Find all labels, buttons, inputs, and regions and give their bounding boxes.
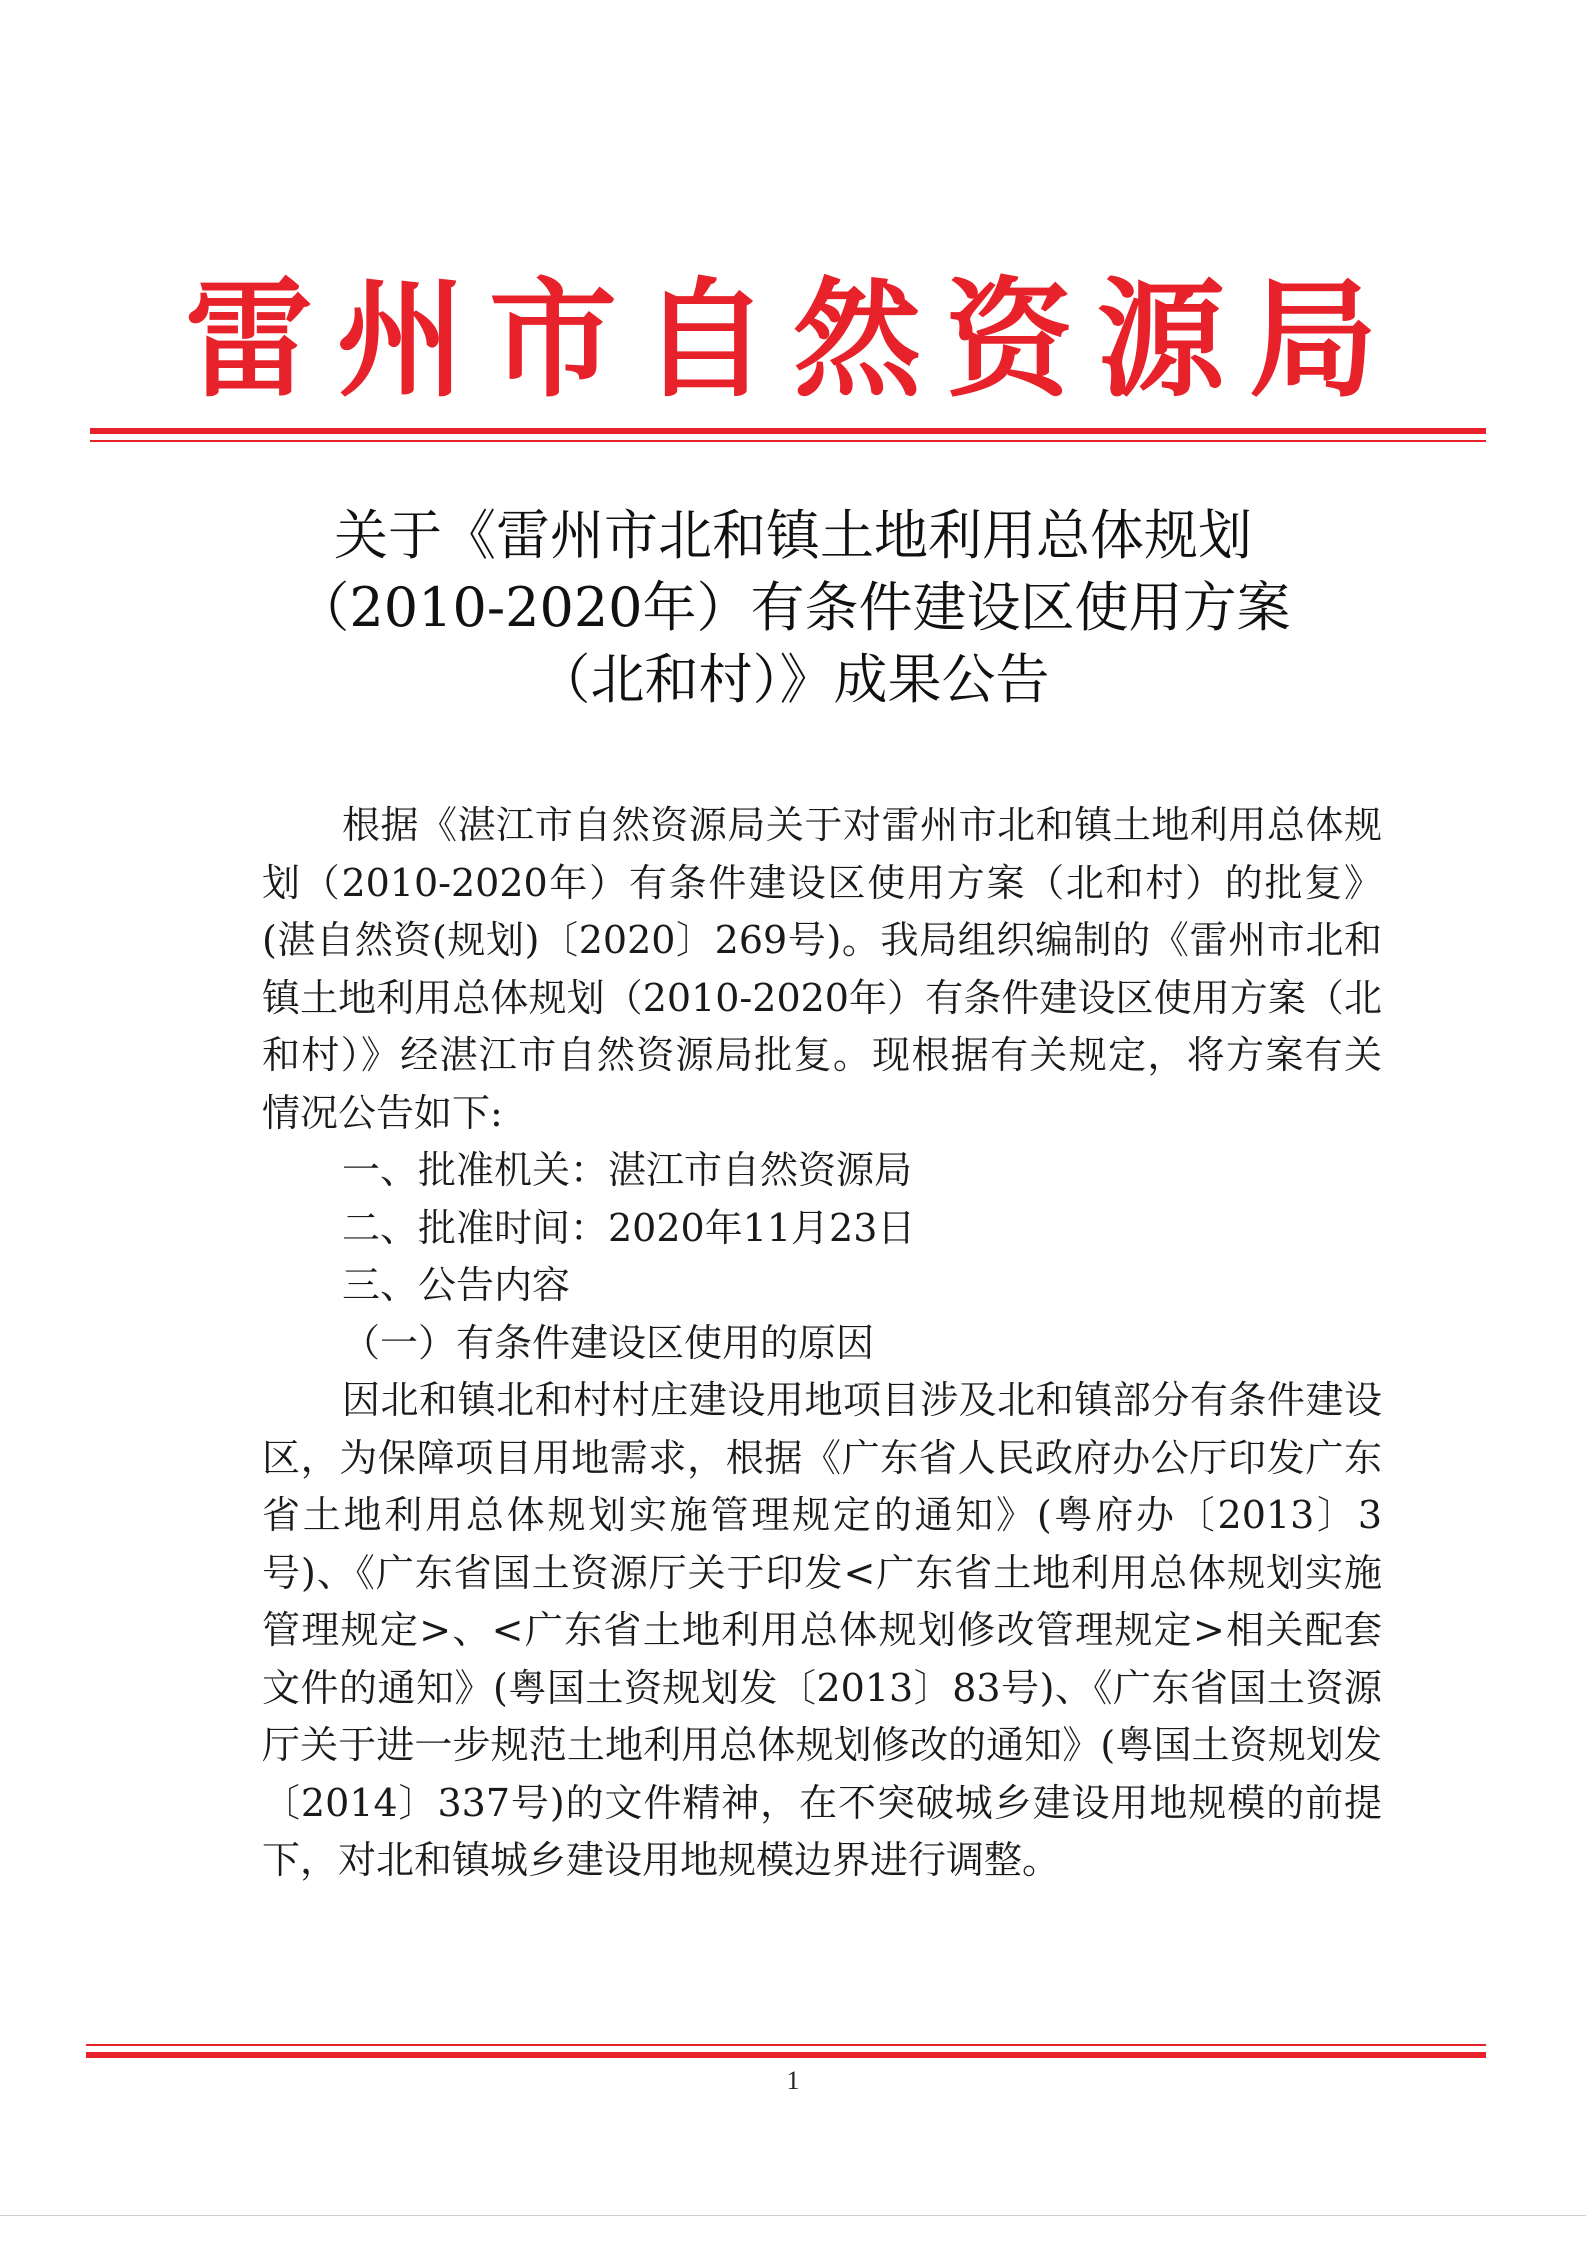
document-body: [262, 797, 1382, 1890]
approval-date-item: 二、批准时间：2020年11月23日: [342, 1205, 916, 1250]
document-title-line-1: 关于《雷州市北和镇土地利用总体规划: [334, 504, 1252, 567]
intro-paragraph: 根据《湛江市自然资源局关于对雷州市北和镇土地利用总体规划（2010-2020年）有条件建设区使用方案（北和村）的批复》(湛自然资(规划)〔2020〕269号)。我局组织编制的《雷州市北和镇土地利用总体规划（2010-2020年）有条件建设区使用方案（北和村）》经湛江市自然资源局批复。现根据有关规定，将方案有关情况公告如下:: [262, 803, 1382, 1135]
document-title-line-3: （北和村）》成果公告: [536, 648, 1050, 711]
issuing-organization-header: 雷州市自然资源局: [184, 265, 1401, 415]
page-number: 1: [786, 2066, 800, 2095]
reason-paragraph: 因北和镇北和村村庄建设用地项目涉及北和镇部分有条件建设区，为保障项目用地需求，根据《广东省人民政府办公厅印发广东省土地利用总体规划实施管理规定的通知》(粤府办〔2013〕3号)、《广东省国土资源厅关于印发<广东省土地利用总体规划实施管理规定>、<广东省土地利用总体规划修改管理规定>相关配套文件的通知》(粤国土资规划发〔2013〕83号)、《广东省国土资源厅关于进一步规范土地利用总体规划修改的通知》(粤国土资规划发〔2014〕337号)的文件精神，在不突破城乡建设用地规模的前提下，对北和镇城乡建设用地规模边界进行调整。: [262, 1378, 1382, 1882]
footer-red-rule-thick: [86, 2052, 1486, 2058]
scan-edge-line: [0, 2215, 1586, 2216]
approval-authority-item: 一、批准机关：湛江市自然资源局: [342, 1148, 913, 1192]
reason-subheading: （一）有条件建设区使用的原因: [342, 1320, 875, 1365]
footer-red-rule-thin: [86, 2044, 1486, 2046]
header-red-rule-thin: [90, 440, 1486, 442]
document-title-line-2: （2010-2020年）有条件建设区使用方案: [295, 576, 1291, 639]
header-red-rule-thick: [90, 428, 1486, 434]
announcement-content-item: 三、公告内容: [342, 1263, 571, 1307]
